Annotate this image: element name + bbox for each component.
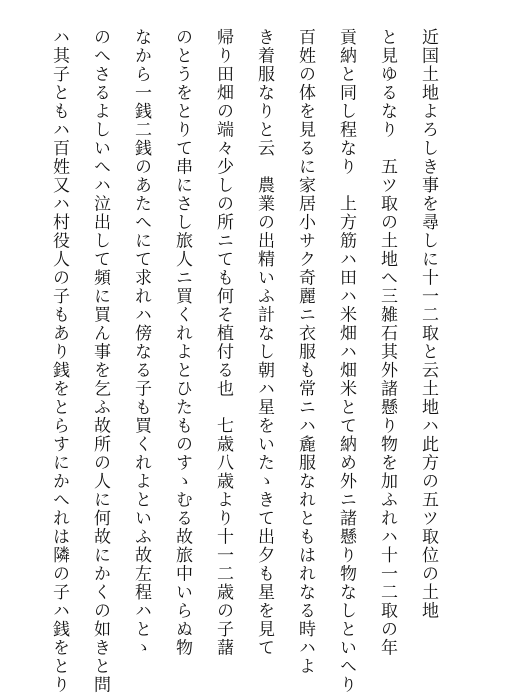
text-line-9: のへさるよしいへハ泣出して頻に買ん事を乞ふ故所の人に何故にかくの如きと問 [90,28,110,694]
text-line-8: なから一銭二銭のあたへにて求れハ傍なる子も買くれよといふ故左程ハとゝ [131,28,151,657]
text-line-7: のとうをとりて串にさし旅人ニ買くれよとひたものすゝむる故旅中いらぬ物 [172,28,192,657]
text-line-1: 近国土地よろしき事を尋しに十一二取と云土地ハ此方の五ツ取位の土地 [418,28,438,620]
text-line-6: 帰り田畑の端々少しの所ニても何そ植付る也 七歳八歳より十一二歳の子藷 [213,28,233,657]
text-line-4: 百姓の体を見るに家居小サク奇麗ニ衣服も常ニハ麁服なれともはれなる時ハよ [295,28,315,676]
text-line-2: と見ゆるなり 五ツ取の土地へ三雑石其外諸懸り物を加ふれハ十一二取の年 [377,28,397,657]
vertical-text-body [38,28,448,694]
text-line-5: き着服なりと云 農業の出精いふ計なし朝ハ星をいたゝきて出夕も星を見て [254,28,274,657]
text-line-3: 貢納と同し程なり 上方筋ハ田ハ米畑ハ畑米とて納め外ニ諸懸り物なしといへり [336,28,356,694]
text-line-10: ハ其子ともハ百姓又ハ村役人の子もあり銭をとらすにかへれは隣の子ハ銭をとり [49,28,69,694]
